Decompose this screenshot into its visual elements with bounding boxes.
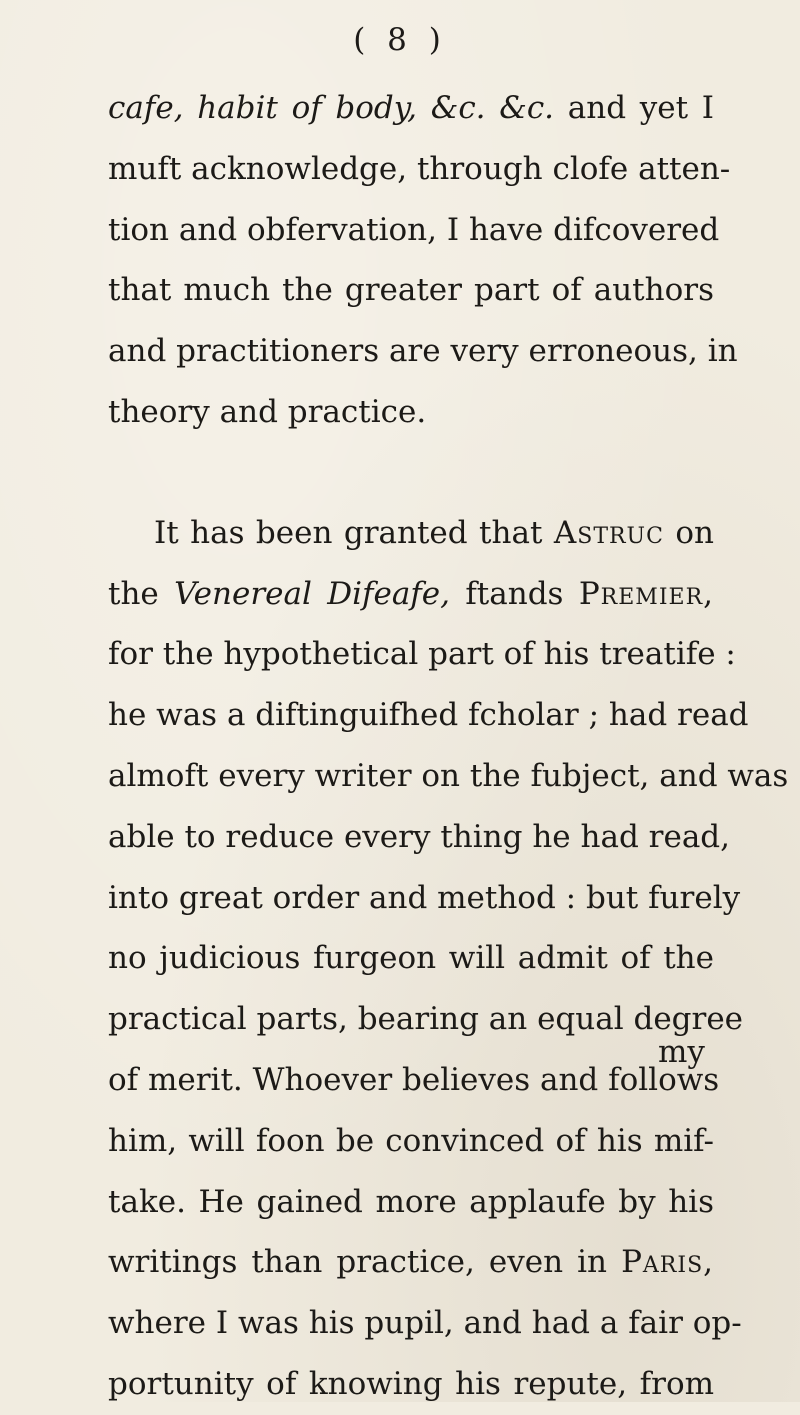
italic-title: Venereal Difeafe, — [174, 575, 450, 612]
text-line — [108, 1232, 714, 1293]
text-line: him, will foon be convinced of his mif- — [108, 1122, 714, 1159]
text-fragment: ftands — [449, 575, 579, 612]
text-line: where I was his pupil, and had a fair op- — [108, 1305, 742, 1342]
text-fragment: and yet I — [554, 90, 714, 126]
italic-phrase: cafe, habit of body, &c. &c. — [108, 90, 555, 126]
text-line: able to reduce every thing he had read, — [108, 818, 730, 855]
text-line: tion and obfervation, I have difcovered — [108, 211, 720, 248]
text-line: he was a diftinguifhed fcholar ; had read — [108, 697, 749, 734]
text-fragment: the — [108, 575, 175, 612]
text-line — [108, 503, 714, 564]
text-line: muft acknowledge, through clofe atten- — [108, 150, 731, 187]
text-fragment: on — [663, 514, 715, 551]
text-line: theory and practice. — [108, 393, 427, 430]
text-line: no judicious furgeon will admit of the — [108, 940, 714, 977]
catchword: my — [658, 1034, 705, 1070]
text-line: almoft every writer on the fubject, and was — [108, 757, 789, 794]
text-line: and practitioners are very erroneous, in — [108, 333, 738, 370]
text-line: that much the greater part of authors — [108, 272, 714, 309]
paragraph-2 — [108, 503, 789, 1415]
text-line: portunity of knowing his repute, from — [108, 1365, 714, 1402]
text-line: practical parts, bearing an equal degree — [108, 1001, 744, 1038]
text-fragment: It has been granted that — [154, 514, 554, 551]
text-line: take. He gained more applaufe by his — [108, 1183, 714, 1220]
text-line: for the hypothetical part of his treatife : — [108, 636, 736, 673]
small-caps-word: Premier, — [578, 575, 715, 612]
place-name: Paris, — [621, 1244, 714, 1281]
text-line — [108, 564, 714, 625]
text-line: into great order and method : but furely — [108, 879, 741, 916]
text-line: of merit. Whoever believes and follows — [108, 1061, 720, 1098]
text-line — [108, 78, 714, 139]
author-name: Astruc — [553, 514, 664, 551]
paragraph-1 — [108, 78, 738, 443]
body-text — [108, 78, 789, 1415]
text-fragment: writings than practice, even in — [108, 1244, 622, 1281]
paragraph-gap — [108, 443, 714, 503]
page-number: ( 8 ) — [353, 22, 447, 58]
